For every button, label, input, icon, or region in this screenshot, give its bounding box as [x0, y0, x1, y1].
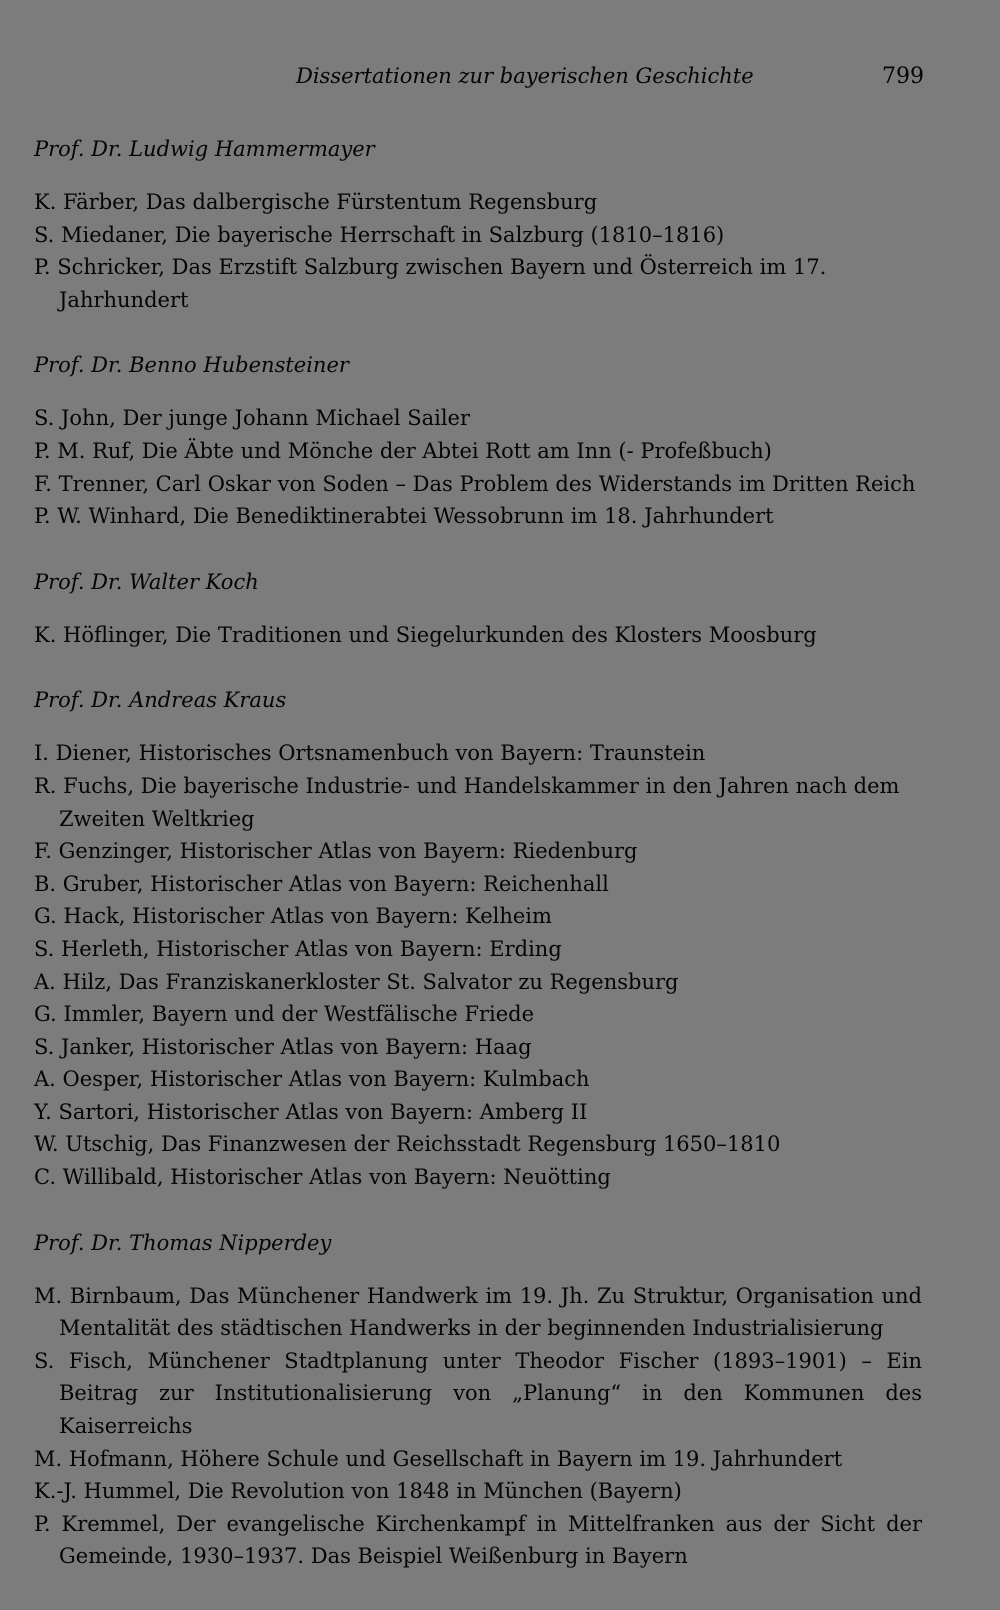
list-item: S. Herleth, Historischer Atlas von Bayern: Erding [34, 936, 562, 961]
section-kraus [34, 685, 922, 1193]
list-item: B. Gruber, Historischer Atlas von Bayern: Reichenhall [34, 871, 609, 896]
list-item: Y. Sartori, Historischer Atlas von Bayern: Amberg II [34, 1099, 588, 1124]
section-heading: Prof. Dr. Andreas Kraus [34, 688, 287, 713]
section-nipperdey [34, 1228, 922, 1573]
list-item: P. Schricker, Das Erzstift Salzburg zwischen Bayern und Österreich im 17. Jahrhundert [34, 255, 827, 312]
list-item: A. Hilz, Das Franziskanerkloster St. Salvator zu Regensburg [34, 969, 679, 994]
list-item: G. Hack, Historischer Atlas von Bayern: Kelheim [34, 904, 552, 929]
section-heading: Prof. Dr. Walter Koch [34, 569, 259, 594]
list-item: K. Färber, Das dalbergische Fürstentum Regensburg [34, 190, 598, 214]
list-item: M. Birnbaum, Das Münchener Handwerk im 19. Jh. Zu Struktur, Organisation und Mentalität des städtischen Handwerks in der beginnenden Industrialisierung [34, 1283, 922, 1341]
page-number: 799 [882, 64, 924, 89]
list-item: M. Hofmann, Höhere Schule und Gesellschaft in Bayern im 19. Jahrhundert [34, 1446, 843, 1471]
section-heading: Prof. Dr. Benno Hubensteiner [34, 353, 349, 378]
list-item: C. Willibald, Historischer Atlas von Bayern: Neuötting [34, 1165, 611, 1190]
list-item: F. Genzinger, Historischer Atlas von Bayern: Riedenburg [34, 839, 638, 864]
list-item: S. Miedaner, Die bayerische Herrschaft in Salzburg (1810–1816) [34, 222, 725, 247]
list-item: I. Diener, Historisches Ortsnamenbuch von Bayern: Traunstein [34, 741, 706, 766]
list-item: F. Trenner, Carl Oskar von Soden – Das Problem des Widerstands im Dritten Reich [34, 471, 916, 496]
list-item: S. Janker, Historischer Atlas von Bayern: Haag [34, 1034, 532, 1059]
list-item: R. Fuchs, Die bayerische Industrie- und Handelskammer in den Jahren nach dem Zweiten Weltkrieg [34, 773, 900, 831]
section-heading: Prof. Dr. Ludwig Hammermayer [34, 137, 375, 161]
section-koch [34, 567, 922, 652]
list-item: K. Höflinger, Die Traditionen und Siegelurkunden des Klosters Moosburg [34, 622, 817, 647]
list-item: P. M. Ruf, Die Äbte und Mönche der Abtei Rott am Inn (- Profeßbuch) [34, 438, 772, 463]
list-item: P. W. Winhard, Die Benediktinerabtei Wessobrunn im 18. Jahrhundert [34, 504, 774, 529]
list-item: P. Kremmel, Der evangelische Kirchenkampf in Mittelfranken aus der Sicht der Gemeinde, 1930–1937. Das Beispiel Weißenburg in Bayern [34, 1511, 922, 1569]
dissertation-list [34, 134, 922, 1607]
list-item: K.-J. Hummel, Die Revolution von 1848 in München (Bayern) [34, 1479, 682, 1504]
section-heading: Prof. Dr. Thomas Nipperdey [34, 1230, 332, 1255]
list-item: A. Oesper, Historischer Atlas von Bayern: Kulmbach [34, 1067, 590, 1092]
list-item: W. Utschig, Das Finanzwesen der Reichsstadt Regensburg 1650–1810 [34, 1132, 781, 1157]
running-head [0, 64, 1000, 96]
section-hammermayer [34, 134, 922, 316]
list-item: S. John, Der junge Johann Michael Sailer [34, 406, 471, 431]
running-title: Dissertationen zur bayerischen Geschichte [296, 64, 754, 88]
list-item: S. Fisch, Münchener Stadtplanung unter Theodor Fischer (1893–1901) – Ein Beitrag zur Institutionalisierung von „Planung“ in den Kommunen des Kaiserreichs [34, 1348, 922, 1439]
list-item: G. Immler, Bayern und der Westfälische Friede [34, 1002, 534, 1027]
section-hubensteiner [34, 350, 922, 532]
